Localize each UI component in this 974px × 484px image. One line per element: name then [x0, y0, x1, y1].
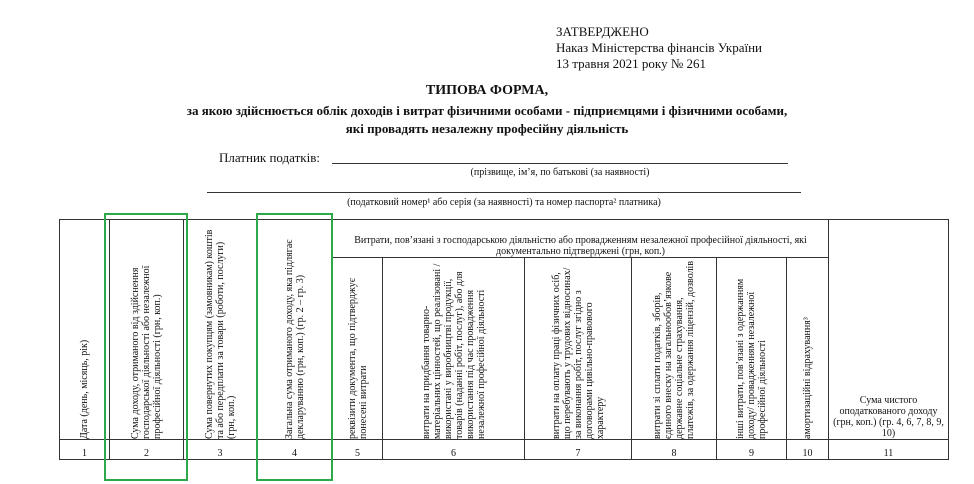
col-number: 10: [787, 440, 829, 460]
approval-stamp: [556, 24, 762, 72]
col-number: 9: [717, 440, 787, 460]
col-date-header: Дата (день, місяць, рік): [60, 220, 110, 440]
form-subtitle-2: які провадять незалежну професійну діяльність: [345, 121, 629, 136]
approval-line-1: ЗАТВЕРДЖЕНО: [556, 24, 649, 39]
payer-name-line[interactable]: [332, 163, 788, 164]
income-column-highlight: [104, 213, 188, 481]
form-title: ТИПОВА ФОРМА,: [425, 83, 549, 98]
col-number: 6: [383, 440, 525, 460]
payer-id-hint: (податковий номер¹ або серія (за наявності) та номер паспорта² платника): [347, 197, 661, 208]
col-income-header: Сума доходу, отриманого від здійснення господарської діяльності або незалежної професійної діяльності (грн, коп.): [110, 220, 184, 440]
col-number: 3: [184, 440, 257, 460]
col-number: 7: [525, 440, 632, 460]
col-number: 1: [60, 440, 110, 460]
payer-id-line[interactable]: [207, 192, 801, 193]
col-document-details-header: реквізити документа, що підтверджує понесені витрати: [333, 258, 383, 440]
total-income-column-highlight: [256, 213, 333, 481]
payer-label: Платник податків:: [219, 150, 320, 165]
col-total-income-header: Загальна сума отриманого доходу, яка підлягає декларуванню (грн, коп.) (гр. 2 – гр. 3): [257, 220, 333, 440]
col-number: 8: [632, 440, 717, 460]
form-subtitle-1: за якою здійснюється облік доходів і витрат фізичними особами - підприємцями і фізичними особами,: [186, 103, 788, 118]
approval-line-3: 13 травня 2021 року № 261: [556, 56, 706, 71]
col-other-expenses-header: інші витрати, пов’язані з одержанням доходу/ провадженням незалежної професійної діяльності: [717, 258, 787, 440]
col-labor-expenses-header: витрати на оплату праці фізичних осіб, що перебувають у трудових відносинах/ за виконання робіт, послуг згідно з договорами цивільно-правового характеру: [525, 258, 632, 440]
col-depreciation-header: амортизаційні відрахування³: [787, 258, 829, 440]
col-goods-expenses-header: витрати на придбання товарно-матеріальних цінностей, що реалізовані / використані у виробництві продукції, товарів (наданні робіт, послуг), або для використання під час провадження незалежної професійної діяльності: [383, 258, 525, 440]
col-number: 11: [829, 440, 949, 460]
col-number: 5: [333, 440, 383, 460]
approval-line-2: Наказ Міністерства фінансів України: [556, 40, 762, 55]
col-number: 4: [257, 440, 333, 460]
expenses-group-header: Витрати, пов’язані з господарською діяльністю або провадженням незалежної професійної діяльності, які документально підтверджені (грн, коп.): [333, 220, 829, 258]
col-refunds-header: Сума повернутих покупцям (замовникам) коштів та або передплати за товари (роботи, послуги) (грн, коп.): [184, 220, 257, 440]
col-net-income-header: Сума чистого оподаткованого доходу (грн, коп.) (гр. 4, 6, 7, 8, 9, 10): [829, 220, 949, 440]
payer-name-hint: (прізвище, ім’я, по батькові (за наявності): [470, 167, 650, 178]
ledger-table: [59, 219, 949, 460]
col-taxes-expenses-header: витрати зі сплати податків, зборів, єдиного внеску на загальнообов’язкове державне соціальне страхування, платежів, за одержання ліцензій, дозволів: [632, 258, 717, 440]
col-number: 2: [110, 440, 184, 460]
